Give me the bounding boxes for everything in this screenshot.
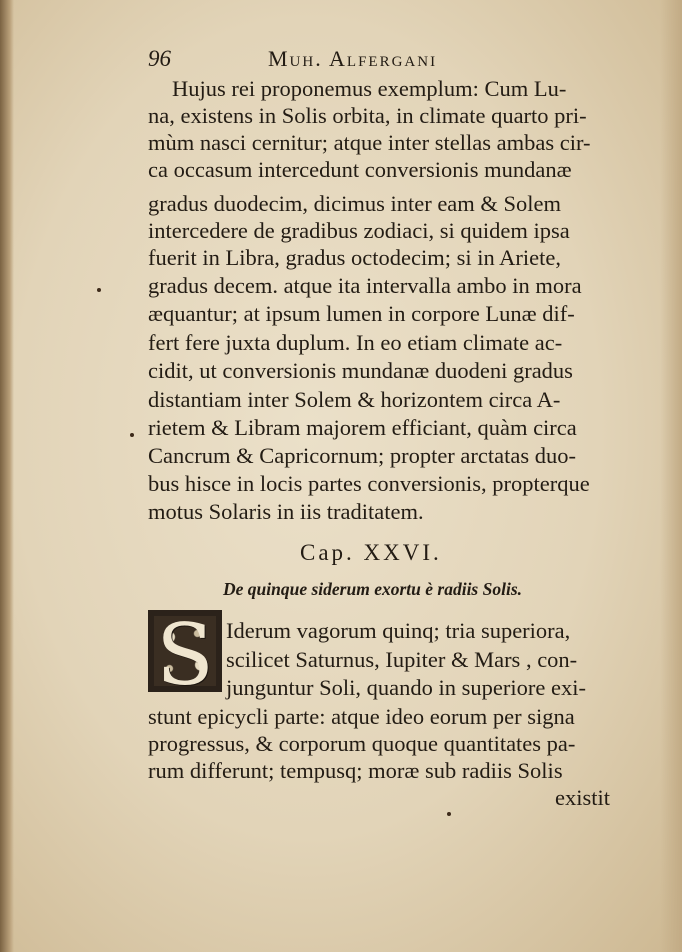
body-line: motus Solaris in iis traditatem. (148, 499, 424, 524)
body-line: fuerit in Libra, gradus octodecim; si in Ariete, (148, 245, 562, 270)
section-line: Iderum vagorum quinq; tria superiora, (226, 618, 571, 643)
page-gutter-shadow (0, 0, 14, 952)
body-line: æquantur; at ipsum lumen in corpore Lunæ dif- (148, 301, 575, 326)
section-line: junguntur Soli, quando in superiore exi- (226, 675, 586, 700)
page-number: 96 (148, 46, 171, 71)
body-line: rietem & Libram majorem efficiant, quàm circa (148, 415, 577, 440)
section-line: rum differunt; tempusq; moræ sub radiis Solis (148, 758, 563, 783)
body-line: Hujus rei proponemus exemplum: Cum Lu- (172, 76, 567, 101)
catchword: existit (555, 785, 610, 810)
initial-letter: S (156, 606, 214, 704)
body-line: distantiam inter Solem & horizontem circa A- (148, 387, 561, 412)
body-line: Cancrum & Capricornum; propter arctatas duo- (148, 443, 576, 468)
body-line: gradus decem. atque ita intervalla ambo in mora (148, 273, 582, 298)
chapter-heading: Cap. XXVI. (300, 540, 442, 565)
section-line: progressus, & corporum quoque quantitates pa- (148, 731, 576, 756)
body-line: cidit, ut conversionis mundanæ duodeni gradus (148, 358, 573, 383)
page-edge-shadow (660, 0, 682, 952)
body-line: gradus duodecim, dicimus inter eam & Solem (148, 191, 562, 216)
body-line: na, existens in Solis orbita, in climate quarto pri- (148, 103, 587, 128)
running-head: Muh. Alfergani (268, 46, 438, 71)
ink-speck (447, 812, 451, 816)
ink-speck (130, 433, 134, 437)
chapter-subtitle: De quinque siderum exortu è radiis Solis. (223, 579, 523, 599)
ink-speck (97, 288, 101, 292)
body-line: fert fere juxta duplum. In eo etiam climate ac- (148, 330, 563, 355)
body-line: intercedere de gradibus zodiaci, si quidem ipsa (148, 218, 570, 243)
body-line: mùm nasci cernitur; atque inter stellas ambas cir- (148, 130, 591, 155)
body-line: ca occasum intercedunt conversionis mundanæ (148, 157, 572, 182)
section-line: stunt epicycli parte: atque ideo eorum per signa (148, 704, 575, 729)
decorated-initial (148, 606, 222, 704)
body-line: bus hisce in locis partes conversionis, propterque (148, 471, 590, 496)
section-line: scilicet Saturnus, Iupiter & Mars , con- (226, 647, 578, 672)
